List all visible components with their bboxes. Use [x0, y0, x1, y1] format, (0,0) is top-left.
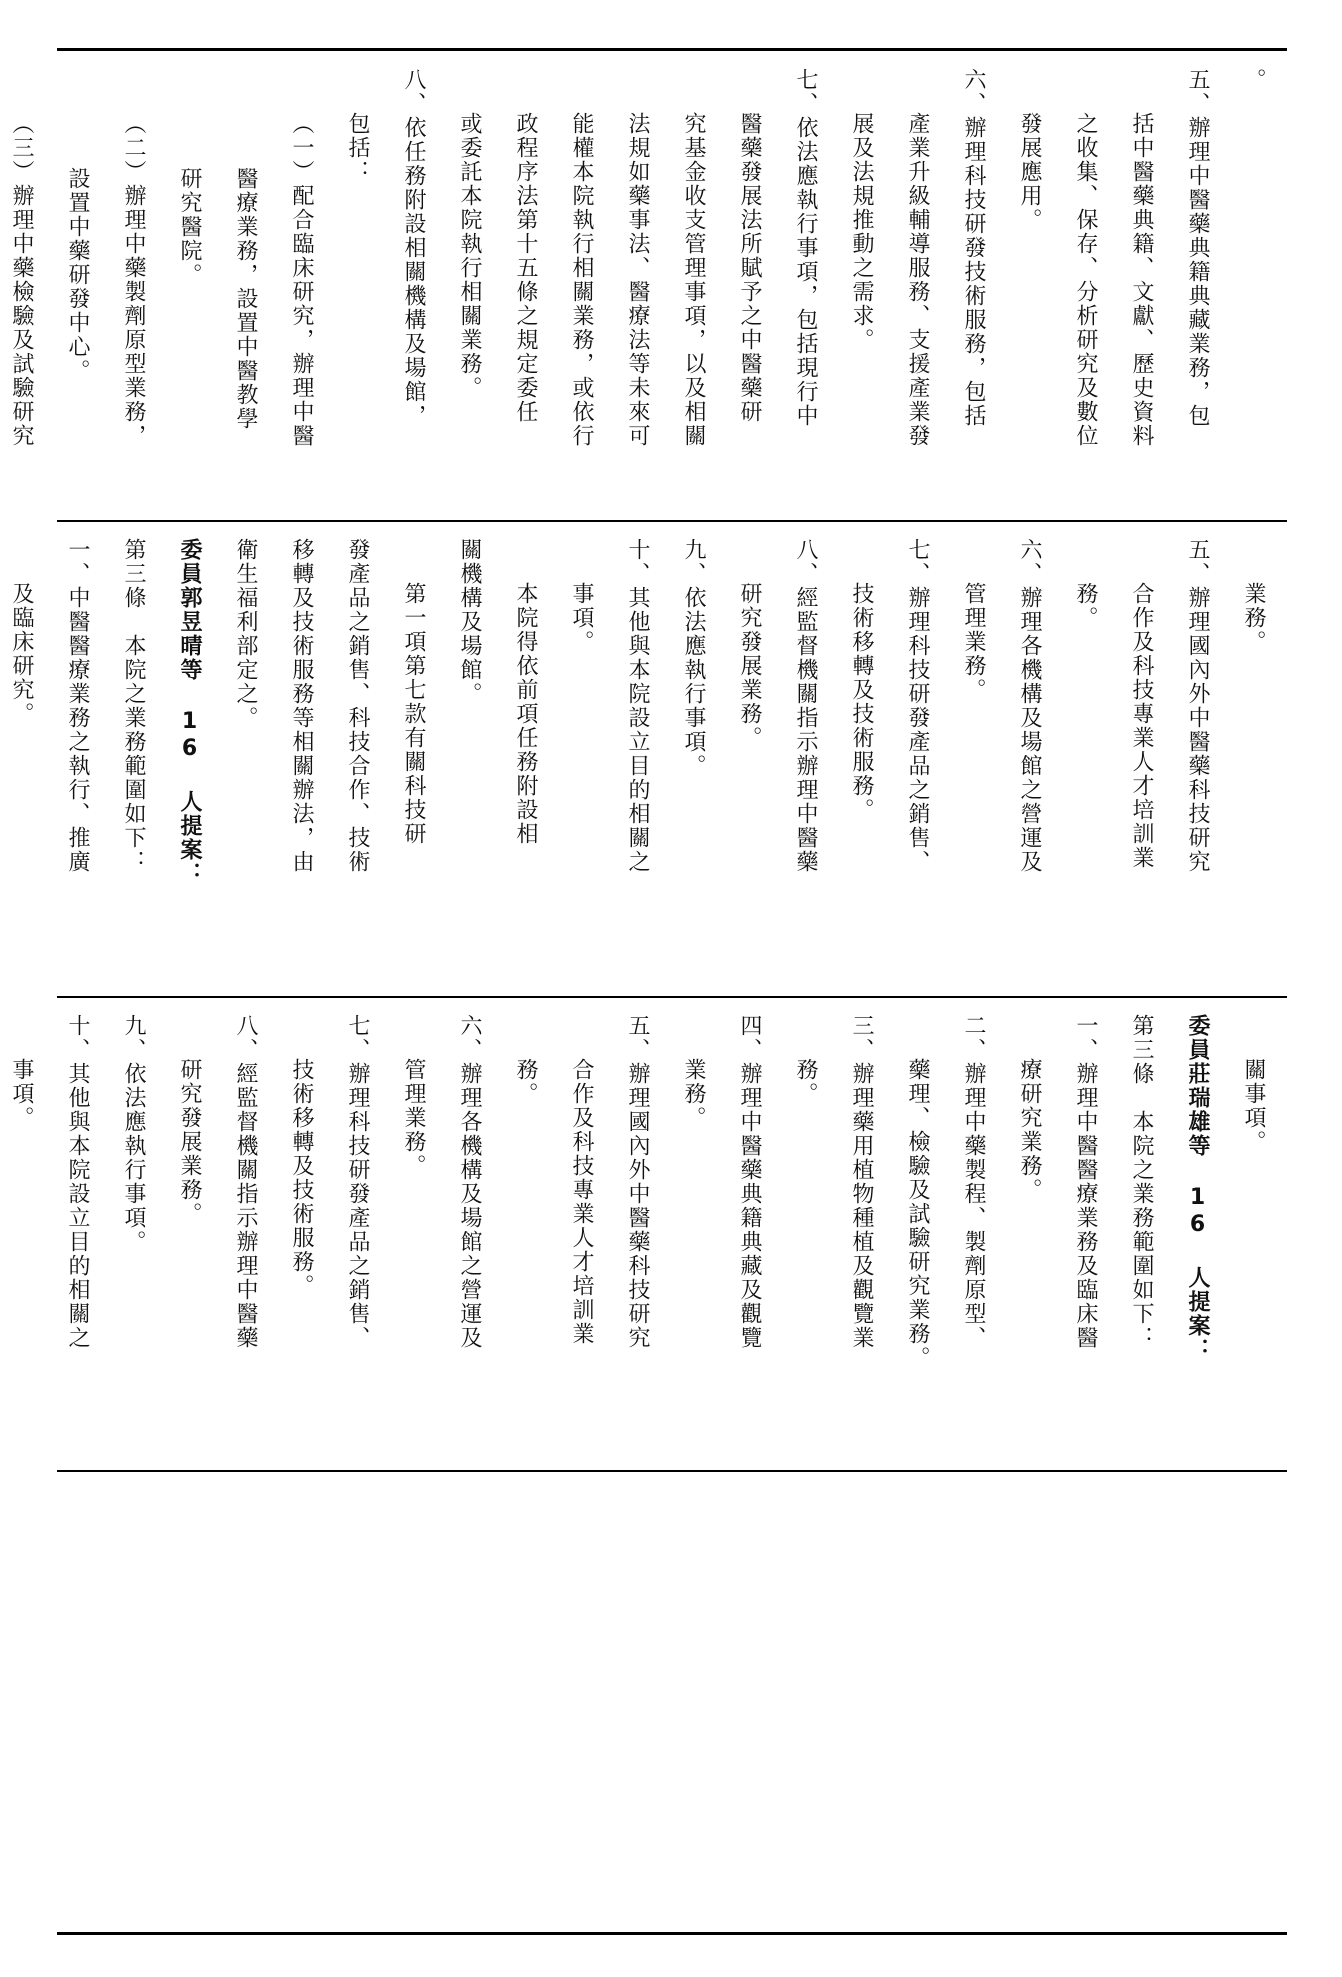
- text-line: 發展應用。: [1017, 112, 1042, 232]
- text-line: 括中醫藥典籍、文獻、歷史資料: [1129, 112, 1154, 448]
- middle-column-text: [9, 524, 1286, 994]
- text-line: 第三條 本院之業務範圍如下：: [121, 538, 146, 874]
- text-line: 究基金收支管理事項，以及相關: [681, 112, 706, 448]
- bottom-border-rule: [57, 1932, 1287, 1935]
- column-divider-3: [57, 1470, 1287, 1472]
- text-line: 技術移轉及技術服務。: [849, 582, 874, 822]
- text-line: 務。: [793, 1058, 818, 1106]
- text-line: 藥理、檢驗及試驗研究業務。: [905, 1058, 930, 1370]
- text-line: （二）辦理中藥製劑原型業務，: [121, 112, 146, 448]
- text-line: 移轉及技術服務等相關辦法，由: [289, 538, 314, 874]
- text-line: （一）配合臨床研究，辦理中醫: [289, 112, 314, 448]
- text-line: 合作及科技專業人才培訓業: [1129, 582, 1154, 870]
- text-line: 本院得依前項任務附設相: [513, 582, 538, 846]
- top-border-rule: [57, 48, 1287, 51]
- proposal-heading: 委員莊瑞雄等 16 人提案：: [1185, 1014, 1210, 1362]
- text-line: 二、辦理中藥製程、製劑原型、: [961, 1014, 986, 1350]
- text-line: 政程序法第十五條之規定委任: [513, 112, 538, 424]
- middle-column-panel: [9, 524, 1286, 994]
- text-line: 合作及科技專業人才培訓業: [569, 1058, 594, 1346]
- text-line: 十、其他與本院設立目的相關之: [625, 538, 650, 874]
- text-line: 務。: [513, 1058, 538, 1106]
- text-line: 六、辦理各機構及場館之營運及: [457, 1014, 482, 1350]
- text-line: 三、辦理藥用植物種植及觀覽業: [849, 1014, 874, 1350]
- text-line: 業務。: [681, 1058, 706, 1130]
- text-line: 六、辦理科技研發技術服務，包括: [961, 68, 986, 428]
- text-line: 包括：: [345, 112, 370, 184]
- text-line: 一、辦理中醫醫療業務及臨床醫: [1073, 1014, 1098, 1350]
- text-line: 十、其他與本院設立目的相關之: [65, 1014, 90, 1350]
- left-column-panel: [9, 1000, 1286, 1468]
- text-line: 或委託本院執行相關業務。: [457, 112, 482, 400]
- right-column-text: [9, 54, 1286, 518]
- text-line: （三）辦理中藥檢驗及試驗研究: [9, 112, 34, 448]
- text-line: 關事項。: [1241, 1058, 1266, 1154]
- text-line: 研究發展業務。: [737, 582, 762, 750]
- text-line: 第三條 本院之業務範圍如下：: [1129, 1014, 1154, 1350]
- text-line: 六、辦理各機構及場館之營運及: [1017, 538, 1042, 874]
- text-line: 七、依法應執行事項，包括現行中: [793, 68, 818, 428]
- proposal-heading: 委員郭昱晴等 16 人提案：: [177, 538, 202, 886]
- text-line: 五、辦理中醫藥典籍典藏業務，包: [1185, 68, 1210, 428]
- text-line: 。: [1241, 68, 1266, 92]
- text-line: 五、辦理國內外中醫藥科技研究: [625, 1014, 650, 1350]
- text-line: 能權本院執行相關業務，或依行: [569, 112, 594, 448]
- text-line: 技術移轉及技術服務。: [289, 1058, 314, 1298]
- text-line: 研究發展業務。: [177, 1058, 202, 1226]
- text-line: 產業升級輔導服務、支援產業發: [905, 112, 930, 448]
- text-line: 之收集、保存、分析研究及數位: [1073, 112, 1098, 448]
- column-divider-2: [57, 996, 1287, 998]
- text-line: 八、依任務附設相關機構及場館，: [401, 68, 426, 428]
- text-line: 八、經監督機關指示辦理中醫藥: [233, 1014, 258, 1350]
- text-line: 關機構及場館。: [457, 538, 482, 706]
- text-line: 療研究業務。: [1017, 1058, 1042, 1202]
- text-line: 務。: [1073, 582, 1098, 630]
- text-line: 四、辦理中醫藥典籍典藏及觀覽: [737, 1014, 762, 1350]
- text-line: 五、辦理國內外中醫藥科技研究: [1185, 538, 1210, 874]
- text-line: 一、中醫醫療業務之執行、推廣: [65, 538, 90, 874]
- text-line: 管理業務。: [961, 582, 986, 702]
- text-line: 八、經監督機關指示辦理中醫藥: [793, 538, 818, 874]
- right-column-panel: [9, 54, 1286, 518]
- text-line: 醫藥發展法所賦予之中醫藥研: [737, 112, 762, 424]
- text-line: 業務。: [1241, 582, 1266, 654]
- text-line: 展及法規推動之需求。: [849, 112, 874, 352]
- text-line: 設置中藥研發中心。: [65, 167, 90, 383]
- text-line: 九、依法應執行事項。: [681, 538, 706, 778]
- column-divider-1: [57, 520, 1287, 522]
- text-line: 事項。: [9, 1058, 34, 1130]
- text-line: 七、辦理科技研發產品之銷售、: [905, 538, 930, 874]
- text-line: 管理業務。: [401, 1058, 426, 1178]
- text-line: 醫療業務，設置中醫教學: [233, 167, 258, 431]
- text-line: 及臨床研究。: [9, 582, 34, 726]
- text-line: 九、依法應執行事項。: [121, 1014, 146, 1254]
- text-line: 研究醫院。: [177, 167, 202, 287]
- text-line: 發產品之銷售、科技合作、技術: [345, 538, 370, 874]
- text-line: 第一項第七款有關科技研: [401, 582, 426, 846]
- text-line: 法規如藥事法、醫療法等未來可: [625, 112, 650, 448]
- text-line: 衛生福利部定之。: [233, 538, 258, 730]
- text-line: 事項。: [569, 582, 594, 654]
- left-column-text: [9, 1000, 1286, 1468]
- text-line: 七、辦理科技研發產品之銷售、: [345, 1014, 370, 1350]
